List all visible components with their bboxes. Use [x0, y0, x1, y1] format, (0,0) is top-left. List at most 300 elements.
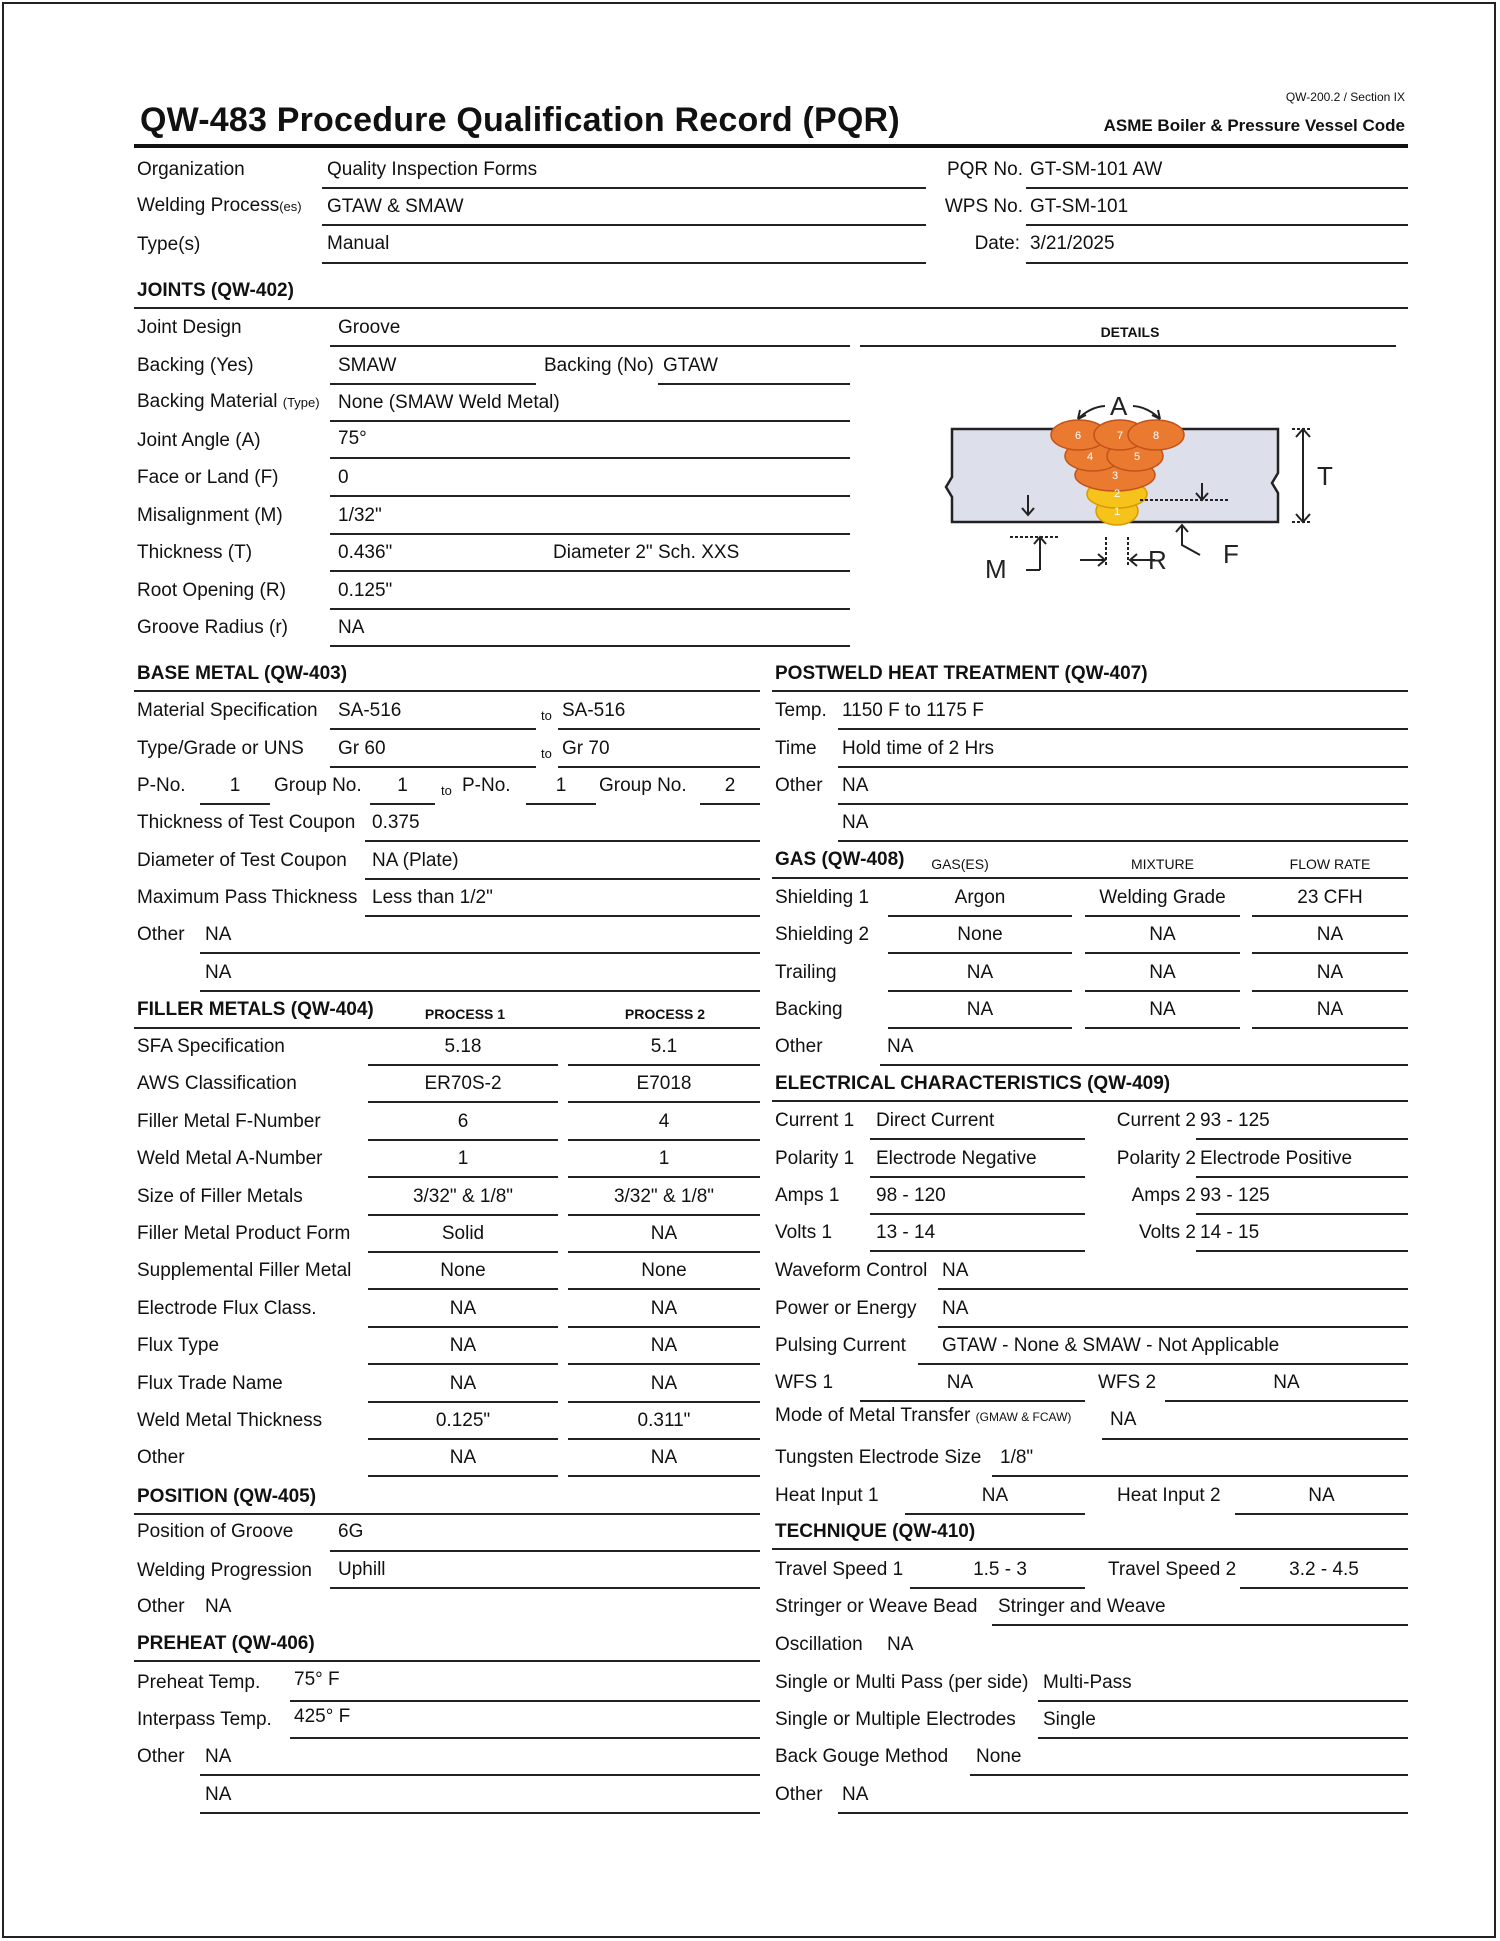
- welding-process-value[interactable]: GTAW & SMAW: [327, 196, 464, 217]
- filler-process-1-value[interactable]: ER70S-2: [424, 1073, 502, 1094]
- gas-flow-value[interactable]: 23 CFH: [1297, 887, 1363, 908]
- travel-speed-1-label: Travel Speed 1: [775, 1559, 904, 1580]
- amps-1-line: [870, 1213, 1085, 1215]
- filler-process-2-line: [568, 1475, 760, 1477]
- max-pass-value[interactable]: Less than 1/2": [372, 887, 493, 908]
- groove-radius-line: [330, 645, 850, 647]
- gas-section-rule: [772, 877, 1408, 879]
- transfer-mode-value[interactable]: NA: [1110, 1409, 1137, 1430]
- root-opening-line: [330, 608, 850, 610]
- type-grade-from-line: [330, 766, 536, 768]
- wfs-1-line: [860, 1400, 1085, 1402]
- preheat-temp-line: [290, 1700, 760, 1702]
- bead-label-1: 1: [1113, 506, 1121, 518]
- filler-process-2-line: [568, 1064, 760, 1066]
- filler-row-label: Filler Metal F-Number: [137, 1111, 321, 1132]
- filler-process-2-value[interactable]: NA: [650, 1373, 678, 1394]
- details-rule: [860, 345, 1396, 347]
- filler-process-1-value[interactable]: NA: [449, 1335, 477, 1356]
- pwht-other-line-2: [838, 840, 1408, 842]
- filler-row-label: Filler Metal Product Form: [137, 1223, 351, 1244]
- coupon-diameter-value[interactable]: NA (Plate): [372, 850, 459, 871]
- technique-other-label: Other: [775, 1784, 823, 1805]
- type-grade-label: Type/Grade or UNS: [137, 738, 304, 759]
- filler-row-label: Electrode Flux Class.: [137, 1298, 317, 1319]
- pwht-time-line: [838, 766, 1408, 768]
- gas-mixture-value[interactable]: NA: [1149, 924, 1176, 945]
- preheat-temp-value[interactable]: 75° F: [294, 1669, 340, 1690]
- misalignment-dim-label: M: [985, 554, 1007, 584]
- max-pass-label: Maximum Pass Thickness: [137, 887, 358, 908]
- pwht-time-label: Time: [775, 738, 817, 759]
- wfs-2-line: [1165, 1400, 1408, 1402]
- tungsten-size-line: [992, 1475, 1408, 1477]
- filler-process-2-value[interactable]: NA: [650, 1298, 678, 1319]
- heat-input-2-value[interactable]: NA: [1308, 1485, 1335, 1506]
- heat-input-1-value[interactable]: NA: [981, 1485, 1009, 1506]
- filler-process-2-line: [568, 1214, 760, 1216]
- gas-row-label: Trailing: [775, 962, 837, 983]
- gas-other-line: [880, 1064, 1408, 1066]
- base-metal-section-title: BASE METAL (QW-403): [137, 663, 348, 684]
- gas-line: [888, 952, 1072, 954]
- gas-flow-line: [1252, 952, 1408, 954]
- pulsing-value[interactable]: GTAW - None & SMAW - Not Applicable: [942, 1335, 1280, 1356]
- filler-process-2-line: [568, 1438, 760, 1440]
- joint-angle-label: Joint Angle (A): [137, 430, 261, 451]
- gas-mixture-value[interactable]: Welding Grade: [1099, 887, 1226, 908]
- filler-process-2-value[interactable]: None: [641, 1260, 687, 1281]
- tungsten-size-label: Tungsten Electrode Size: [775, 1447, 982, 1468]
- bead-label-2: 2: [1113, 488, 1121, 500]
- thickness-label: Thickness (T): [137, 542, 253, 563]
- gas-other-value[interactable]: NA: [887, 1036, 914, 1057]
- bead-label-4: 4: [1086, 451, 1094, 463]
- pwht-temp-line: [838, 728, 1408, 730]
- joint-design-value[interactable]: Groove: [338, 317, 401, 338]
- amps-2-line: [1196, 1213, 1408, 1215]
- heat-input-2-line: [1235, 1513, 1408, 1515]
- root-opening-label: Root Opening (R): [137, 580, 286, 601]
- current-1-line: [870, 1138, 1085, 1140]
- filler-process-2-line: [568, 1288, 760, 1290]
- bead-type-label: Stringer or Weave Bead: [775, 1596, 978, 1617]
- interpass-temp-label: Interpass Temp.: [137, 1709, 272, 1730]
- interpass-temp-value[interactable]: 425° F: [294, 1706, 351, 1727]
- position-other-label: Other: [137, 1596, 185, 1617]
- filler-process-2-value[interactable]: 0.311": [637, 1410, 691, 1431]
- back-gouge-label: Back Gouge Method: [775, 1746, 949, 1767]
- polarity-2-label: Polarity 2: [1116, 1148, 1196, 1169]
- filler-process-1-line: [368, 1363, 558, 1365]
- thickness-value[interactable]: 0.436": [338, 542, 393, 563]
- gas-flow-value[interactable]: NA: [1316, 999, 1344, 1020]
- position-section-title: POSITION (QW-405): [137, 1486, 317, 1507]
- filler-process-1-line: [368, 1139, 558, 1141]
- to-p-number-value[interactable]: 1: [555, 775, 567, 796]
- wfs-1-value[interactable]: NA: [946, 1372, 974, 1393]
- filler-process-1-line: [368, 1064, 558, 1066]
- pwht-temp-value[interactable]: 1150 F to 1175 F: [842, 700, 984, 721]
- preheat-section-title: PREHEAT (QW-406): [137, 1633, 315, 1654]
- technique-section-title: TECHNIQUE (QW-410): [775, 1521, 976, 1542]
- base-other-line-2: [200, 990, 760, 992]
- bead-type-value[interactable]: Stringer and Weave: [998, 1596, 1166, 1617]
- electrodes-label: Single or Multiple Electrodes: [775, 1709, 1016, 1730]
- filler-process-1-line: [368, 1326, 558, 1328]
- gas-flow-line: [1252, 1027, 1408, 1029]
- filler-row-label: Other: [137, 1447, 185, 1468]
- bead-label-8: 8: [1152, 430, 1160, 442]
- pwht-time-value[interactable]: Hold time of 2 Hrs: [842, 738, 995, 759]
- position-other-value[interactable]: NA: [205, 1596, 232, 1617]
- face-land-label: Face or Land (F): [137, 467, 279, 488]
- coupon-diameter-label: Diameter of Test Coupon: [137, 850, 347, 871]
- current-1-value[interactable]: Direct Current: [876, 1110, 995, 1131]
- preheat-other-value-1[interactable]: NA: [205, 1746, 232, 1767]
- preheat-other-label: Other: [137, 1746, 185, 1767]
- misalignment-arrow-up: [1034, 537, 1046, 570]
- to-label: to: [541, 746, 552, 761]
- preheat-section-rule: [134, 1660, 760, 1662]
- bead-label-5: 5: [1133, 451, 1141, 463]
- pwht-section-title: POSTWELD HEAT TREATMENT (QW-407): [775, 663, 1148, 684]
- types-label: Type(s): [137, 234, 201, 255]
- interpass-temp-line: [290, 1737, 760, 1739]
- wps-number-value[interactable]: GT-SM-101: [1030, 196, 1129, 217]
- filler-process-2-value[interactable]: NA: [650, 1335, 678, 1356]
- electrical-section-title: ELECTRICAL CHARACTERISTICS (QW-409): [775, 1073, 1171, 1094]
- travel-speed-2-label: Travel Speed 2: [1108, 1559, 1237, 1580]
- date-line: [1026, 262, 1408, 264]
- volts-1-label: Volts 1: [775, 1222, 833, 1243]
- pwht-other-line-1: [838, 803, 1408, 805]
- power-energy-label: Power or Energy: [775, 1298, 917, 1319]
- filler-process-1-value[interactable]: 5.18: [444, 1036, 482, 1057]
- filler-row-label: Flux Trade Name: [137, 1373, 283, 1394]
- joint-design-line: [330, 345, 850, 347]
- root-opening-value[interactable]: 0.125": [338, 580, 393, 601]
- misalignment-value[interactable]: 1/32": [338, 505, 382, 526]
- p-number-value[interactable]: 1: [229, 775, 241, 796]
- base-other-label: Other: [137, 924, 185, 945]
- diameter-value[interactable]: Diameter 2" Sch. XXS: [553, 542, 740, 563]
- process-1-header: PROCESS 1: [424, 1006, 506, 1022]
- to-p-number-line: [526, 803, 596, 805]
- filler-process-1-line: [368, 1214, 558, 1216]
- gas-mixture-line: [1085, 952, 1240, 954]
- bead-label-3: 3: [1111, 470, 1119, 482]
- preheat-other-line-1: [200, 1774, 760, 1776]
- material-spec-label: Material Specification: [137, 700, 318, 721]
- travel-speed-2-value[interactable]: 3.2 - 4.5: [1289, 1559, 1359, 1580]
- filler-row-label: AWS Classification: [137, 1073, 297, 1094]
- heat-input-1-label: Heat Input 1: [775, 1485, 879, 1506]
- base-other-line-1: [200, 952, 760, 954]
- polarity-1-value[interactable]: Electrode Negative: [876, 1148, 1037, 1169]
- position-groove-label: Position of Groove: [137, 1521, 294, 1542]
- backing-material-value[interactable]: None (SMAW Weld Metal): [338, 392, 560, 413]
- filler-process-1-value[interactable]: NA: [449, 1447, 477, 1468]
- thickness-arrow: [1296, 429, 1310, 522]
- gas-value[interactable]: None: [957, 924, 1003, 945]
- filler-process-1-value[interactable]: None: [440, 1260, 486, 1281]
- flow-rate-header: FLOW RATE: [1289, 856, 1371, 872]
- preheat-temp-label: Preheat Temp.: [137, 1672, 261, 1693]
- group-number-value[interactable]: 1: [397, 775, 408, 796]
- gas-mixture-value[interactable]: NA: [1149, 962, 1176, 983]
- filler-row-label: Weld Metal A-Number: [137, 1148, 323, 1169]
- polarity-1-label: Polarity 1: [775, 1148, 855, 1169]
- to-p-number-label: P-No.: [462, 775, 511, 796]
- power-energy-value[interactable]: NA: [942, 1298, 969, 1319]
- form-subtitle: ASME Boiler & Pressure Vessel Code: [1103, 116, 1405, 135]
- coupon-diameter-line: [365, 878, 760, 880]
- group-number-line: [370, 803, 435, 805]
- gas-mixture-value[interactable]: NA: [1149, 999, 1176, 1020]
- tungsten-size-value[interactable]: 1/8": [1000, 1447, 1034, 1468]
- pulsing-label: Pulsing Current: [775, 1335, 906, 1356]
- transfer-mode-label: Mode of Metal Transfer (GMAW & FCAW): [775, 1405, 1072, 1426]
- header-rule: [134, 144, 1408, 148]
- filler-process-2-value[interactable]: 4: [658, 1111, 670, 1132]
- filler-row-label: SFA Specification: [137, 1036, 285, 1057]
- material-spec-from[interactable]: SA-516: [338, 700, 402, 721]
- coupon-thickness-line: [365, 840, 760, 842]
- joints-section-rule: [134, 307, 1408, 309]
- pass-type-line: [1038, 1700, 1408, 1702]
- wps-number-label: WPS No.: [944, 196, 1023, 217]
- pulsing-line: [918, 1363, 1408, 1365]
- current-2-line: [1196, 1138, 1408, 1140]
- coupon-thickness-value[interactable]: 0.375: [372, 812, 420, 833]
- wps-number-line: [1026, 224, 1408, 226]
- coupon-thickness-label: Thickness of Test Coupon: [137, 812, 356, 833]
- amps-2-value[interactable]: 93 - 125: [1200, 1185, 1270, 1206]
- wfs-1-label: WFS 1: [775, 1372, 834, 1393]
- gas-line: [888, 1027, 1072, 1029]
- filler-process-2-value[interactable]: 5.1: [650, 1036, 678, 1057]
- date-value[interactable]: 3/21/2025: [1030, 233, 1115, 254]
- organization-label: Organization: [137, 159, 245, 180]
- filler-process-2-value[interactable]: 3/32" & 1/8": [613, 1186, 715, 1207]
- pass-type-value[interactable]: Multi-Pass: [1043, 1672, 1132, 1693]
- waveform-line: [938, 1288, 1408, 1290]
- current-2-value[interactable]: 93 - 125: [1200, 1110, 1270, 1131]
- filler-process-1-line: [368, 1288, 558, 1290]
- process-2-header: PROCESS 2: [624, 1006, 706, 1022]
- organization-value[interactable]: Quality Inspection Forms: [327, 159, 538, 180]
- pass-type-label: Single or Multi Pass (per side): [775, 1672, 1029, 1693]
- filler-process-1-value[interactable]: 1: [457, 1148, 469, 1169]
- progression-value[interactable]: Uphill: [338, 1559, 386, 1580]
- pqr-number-label: PQR No.: [946, 159, 1023, 180]
- gas-mixture-line: [1085, 990, 1240, 992]
- electrodes-value[interactable]: Single: [1043, 1709, 1096, 1730]
- waveform-label: Waveform Control: [775, 1260, 928, 1281]
- oscillation-label: Oscillation: [775, 1634, 863, 1655]
- root-dim-label: R: [1148, 545, 1167, 575]
- to-group-number-line: [700, 803, 760, 805]
- gas-value[interactable]: NA: [966, 999, 994, 1020]
- filler-process-1-line: [368, 1251, 558, 1253]
- filler-process-2-value[interactable]: NA: [650, 1447, 678, 1468]
- material-spec-to[interactable]: SA-516: [562, 700, 626, 721]
- gas-row-label: Shielding 1: [775, 887, 870, 908]
- technique-section-rule: [772, 1548, 1408, 1550]
- volts-2-label: Volts 2: [1138, 1222, 1196, 1243]
- preheat-other-line-2: [200, 1812, 760, 1814]
- filler-row-label: Flux Type: [137, 1335, 220, 1356]
- pwht-other-value-1[interactable]: NA: [842, 775, 869, 796]
- gas-line: [888, 990, 1072, 992]
- bead-label-7: 7: [1116, 430, 1124, 442]
- electrodes-line: [1038, 1737, 1408, 1739]
- groove-radius-label: Groove Radius (r): [137, 617, 288, 638]
- volts-1-value[interactable]: 13 - 14: [876, 1222, 936, 1243]
- amps-1-value[interactable]: 98 - 120: [876, 1185, 946, 1206]
- to-label: to: [441, 783, 452, 798]
- type-grade-to[interactable]: Gr 70: [562, 738, 610, 759]
- filler-process-2-value[interactable]: NA: [650, 1223, 678, 1244]
- type-grade-to-line: [558, 766, 760, 768]
- progression-label: Welding Progression: [137, 1560, 312, 1581]
- thickness-dim-label: T: [1317, 461, 1333, 491]
- oscillation-value[interactable]: NA: [887, 1634, 914, 1655]
- type-grade-from[interactable]: Gr 60: [338, 738, 386, 759]
- amps-1-label: Amps 1: [775, 1185, 840, 1206]
- date-label: Date:: [974, 233, 1020, 254]
- backing-no-label: Backing (No): [544, 355, 654, 376]
- preheat-other-value-2[interactable]: NA: [205, 1784, 232, 1805]
- transfer-mode-line: [1102, 1438, 1408, 1440]
- pwht-other-value-2[interactable]: NA: [842, 812, 869, 833]
- base-other-value-1[interactable]: NA: [205, 924, 232, 945]
- travel-speed-2-line: [1240, 1587, 1408, 1589]
- joint-angle-line: [330, 457, 850, 459]
- position-groove-value[interactable]: 6G: [338, 1521, 364, 1542]
- max-pass-line: [365, 915, 760, 917]
- back-gouge-line: [970, 1774, 1408, 1776]
- angle-label: A: [1110, 391, 1128, 421]
- types-value[interactable]: Manual: [327, 233, 390, 254]
- progression-line: [330, 1587, 760, 1589]
- gas-flow-value[interactable]: NA: [1316, 962, 1344, 983]
- position-section-rule: [134, 1513, 760, 1515]
- code-reference: QW-200.2 / Section IX: [1285, 90, 1405, 104]
- filler-process-1-line: [368, 1176, 558, 1178]
- filler-row-label: Size of Filler Metals: [137, 1186, 303, 1207]
- filler-process-1-value[interactable]: 0.125": [435, 1410, 491, 1431]
- filler-process-1-value[interactable]: 3/32" & 1/8": [412, 1186, 514, 1207]
- waveform-value[interactable]: NA: [942, 1260, 969, 1281]
- organization-line: [322, 187, 926, 189]
- filler-process-1-line: [368, 1401, 558, 1403]
- misalignment-label: Misalignment (M): [137, 505, 283, 526]
- volts-2-value[interactable]: 14 - 15: [1200, 1222, 1260, 1243]
- filler-row-label: Weld Metal Thickness: [137, 1410, 323, 1431]
- gas-value[interactable]: NA: [966, 962, 994, 983]
- gas-value[interactable]: Argon: [954, 887, 1006, 908]
- electrical-section-rule: [772, 1100, 1408, 1102]
- base-metal-section-rule: [134, 690, 760, 692]
- gas-row-label: Backing: [775, 999, 843, 1020]
- filler-row-label: Supplemental Filler Metal: [137, 1260, 352, 1281]
- gas-mixture-line: [1085, 915, 1240, 917]
- filler-process-1-value[interactable]: Solid: [441, 1223, 485, 1244]
- face-land-value[interactable]: 0: [338, 467, 349, 488]
- filler-section-title: FILLER METALS (QW-404): [137, 999, 374, 1020]
- thickness-line: [330, 570, 850, 572]
- face-arrow-up: [1176, 525, 1200, 555]
- backing-yes-label: Backing (Yes): [137, 355, 254, 376]
- filler-process-1-value[interactable]: 6: [457, 1111, 469, 1132]
- filler-process-2-value[interactable]: 1: [658, 1148, 670, 1169]
- filler-process-1-line: [368, 1101, 558, 1103]
- technique-other-value[interactable]: NA: [842, 1784, 869, 1805]
- amps-2-label: Amps 2: [1131, 1185, 1196, 1206]
- gas-row-label: Shielding 2: [775, 924, 870, 945]
- welding-process-label: Welding Process(es): [137, 195, 302, 216]
- groove-radius-value[interactable]: NA: [338, 617, 365, 638]
- volts-2-line: [1196, 1250, 1408, 1252]
- pqr-number-value[interactable]: GT-SM-101 AW: [1030, 159, 1163, 180]
- wfs-2-label: WFS 2: [1098, 1372, 1157, 1393]
- filler-process-1-value[interactable]: NA: [449, 1298, 477, 1319]
- filler-process-2-line: [568, 1139, 760, 1141]
- filler-process-2-line: [568, 1176, 760, 1178]
- backing-no-value[interactable]: GTAW: [663, 355, 718, 376]
- polarity-1-line: [870, 1176, 1085, 1178]
- gas-flow-value[interactable]: NA: [1316, 924, 1344, 945]
- to-label: to: [541, 708, 552, 723]
- backing-yes-value[interactable]: SMAW: [338, 355, 397, 376]
- polarity-2-value[interactable]: Electrode Positive: [1200, 1148, 1353, 1169]
- back-gouge-value[interactable]: None: [976, 1746, 1022, 1767]
- gas-flow-line: [1252, 915, 1408, 917]
- joints-section-title: JOINTS (QW-402): [137, 280, 294, 301]
- travel-speed-1-line: [910, 1587, 1085, 1589]
- pwht-section-rule: [772, 690, 1408, 692]
- filler-process-2-value[interactable]: E7018: [636, 1073, 692, 1094]
- gas-mixture-line: [1085, 1027, 1240, 1029]
- material-spec-from-line: [330, 728, 536, 730]
- current-2-label: Current 2: [1116, 1110, 1196, 1131]
- face-land-line: [330, 495, 850, 497]
- bead-label-6: 6: [1074, 430, 1082, 442]
- to-group-number-value[interactable]: 2: [724, 775, 736, 796]
- technique-other-line: [838, 1812, 1408, 1814]
- material-spec-to-line: [558, 728, 760, 730]
- joint-angle-value[interactable]: 75°: [338, 428, 367, 449]
- filler-process-1-value[interactable]: NA: [449, 1373, 477, 1394]
- base-other-value-2[interactable]: NA: [205, 962, 232, 983]
- position-groove-line: [330, 1550, 760, 1552]
- travel-speed-1-value[interactable]: 1.5 - 3: [973, 1559, 1027, 1580]
- current-1-label: Current 1: [775, 1110, 855, 1131]
- form-title: QW-483 Procedure Qualification Record (PQR): [140, 101, 900, 139]
- backing-no-line: [658, 383, 850, 385]
- wfs-2-value[interactable]: NA: [1273, 1372, 1300, 1393]
- gas-flow-line: [1252, 990, 1408, 992]
- joint-design-label: Joint Design: [137, 317, 242, 338]
- bead-type-line: [992, 1624, 1408, 1626]
- root-arrow-right: [1080, 554, 1105, 566]
- filler-section-rule: [134, 1027, 760, 1029]
- backing-yes-line: [330, 383, 536, 385]
- p-number-label: P-No.: [137, 775, 186, 796]
- details-label: DETAILS: [1100, 324, 1160, 340]
